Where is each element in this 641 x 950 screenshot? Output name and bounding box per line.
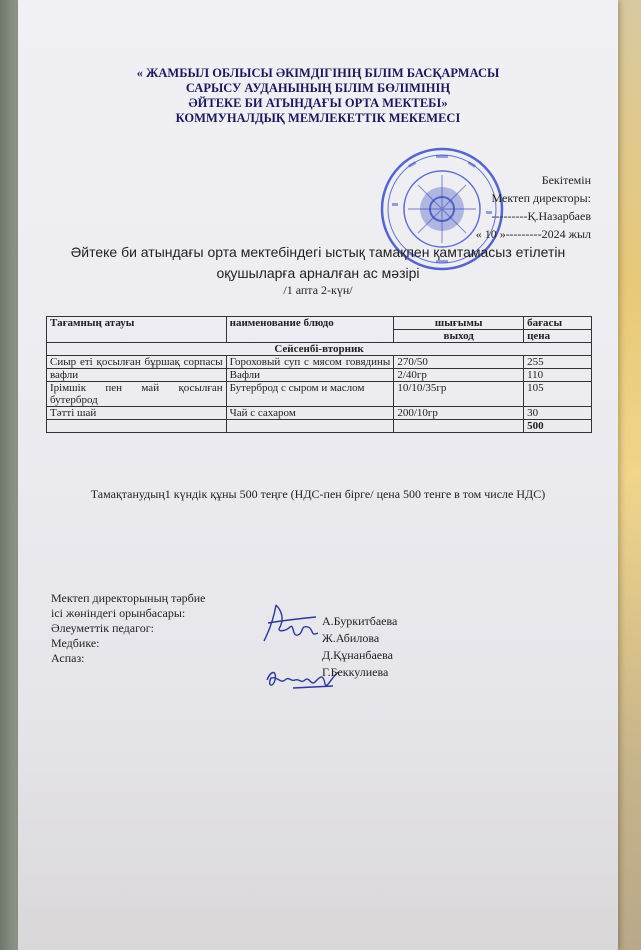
- row-name-ru: Бутерброд с сыром и маслом: [226, 382, 394, 407]
- total-price: 500: [524, 420, 592, 433]
- document-page: [18, 0, 618, 950]
- role-line: Әлеуметтік педагог:: [51, 621, 154, 635]
- document-subtitle: /1 апта 2-күн/: [283, 283, 353, 297]
- header-line-3: ӘЙТЕКЕ БИ АТЫНДАҒЫ ОРТА МЕКТЕБІ»: [188, 96, 448, 110]
- approval-block: [476, 171, 591, 243]
- header-yield-ru: выход: [394, 330, 524, 343]
- signature-roles: [51, 591, 206, 666]
- daily-cost-note: Тамақтанудың1 күндік құны 500 теңге (НДС-пен бірге/ цена 500 тенге в том числе НДС): [90, 487, 546, 501]
- row-0-kz: Сиыр еті қосылған бұршақ сорпасы: [50, 356, 223, 368]
- table-day-row: [47, 343, 592, 356]
- total-empty-3: [394, 420, 524, 433]
- total-empty-2: [226, 420, 394, 433]
- approval-line-4: « 10 »---------2024 жыл: [475, 227, 591, 241]
- row-yield: 10/10/35гр: [394, 382, 524, 407]
- day-label: Сейсенбі-вторник: [47, 343, 592, 356]
- approval-line-2: Мектеп директоры:: [491, 191, 591, 205]
- handwritten-signature-icon: [256, 597, 326, 649]
- approval-line-3: ---------Қ.Назарбаев: [491, 209, 591, 223]
- row-name-kz: [47, 356, 227, 369]
- role-line: Аспаз:: [51, 651, 85, 665]
- role-line: ісі жөніндегі орынбасары:: [51, 606, 186, 620]
- organization-header: [18, 66, 618, 126]
- header-price-kz: бағасы: [524, 317, 592, 330]
- signature-names: [322, 613, 397, 681]
- menu-table: [46, 316, 592, 433]
- row-name-kz: вафли: [47, 369, 227, 382]
- row-price: 30: [524, 407, 592, 420]
- row-yield: 2/40гр: [394, 369, 524, 382]
- row-name-ru: [226, 356, 394, 369]
- total-empty-1: [47, 420, 227, 433]
- row-price: 255: [524, 356, 592, 369]
- header-name-ru: наименование блюдо: [226, 317, 394, 343]
- row-2-kz: Ірімшік пен май қосылған бутерброд: [50, 382, 223, 406]
- header-line-4: КОММУНАЛДЫҚ МЕМЛЕКЕТТІК МЕКЕМЕСІ: [175, 111, 461, 125]
- row-0-ru: Гороховый суп с мясом говядины: [229, 356, 391, 368]
- title-line-1: Әйтеке би атындағы орта мектебіндегі ыстық тамақпен қамтамасыз етілетін: [70, 244, 566, 260]
- header-name-kz: Тағамның атауы: [47, 317, 227, 343]
- name-line: Д.Құнанбаева: [322, 648, 393, 662]
- table-header-row: [47, 317, 592, 330]
- approval-line-1: Бекітемін: [541, 173, 591, 187]
- row-price: 105: [524, 382, 592, 407]
- row-name-kz: [47, 382, 227, 407]
- row-name-kz: Тәтті шай: [47, 407, 227, 420]
- name-line: Г.Беккулиева: [322, 665, 389, 679]
- row-yield: 270/50: [394, 356, 524, 369]
- role-line: Мектеп директорының тәрбие: [51, 591, 206, 605]
- row-yield: 200/10гр: [394, 407, 524, 420]
- table-total-row: [47, 420, 592, 433]
- table-row: [47, 369, 592, 382]
- header-yield-kz: шығымы: [394, 317, 524, 330]
- row-name-ru: Вафли: [226, 369, 394, 382]
- name-line: Ж.Абилова: [322, 631, 380, 645]
- header-line-1: « ЖАМБЫЛ ОБЛЫСЫ ӘКІМДІГІНІҢ БІЛІМ БАСҚАРМАСЫ: [136, 66, 500, 80]
- title-line-2: оқушыларға арналған ас мәзірі: [216, 265, 420, 281]
- table-row: [47, 407, 592, 420]
- document-title: [18, 242, 618, 284]
- header-price-ru: цена: [524, 330, 592, 343]
- row-price: 110: [524, 369, 592, 382]
- table-row: [47, 382, 592, 407]
- role-line: Медбике:: [51, 636, 100, 650]
- row-name-ru: Чай с сахаром: [226, 407, 394, 420]
- header-line-2: САРЫСУ АУДАНЫНЫҢ БІЛІМ БӨЛІМІНІҢ: [185, 81, 451, 95]
- name-line: А.Буркитбаева: [322, 614, 398, 628]
- table-row: [47, 356, 592, 369]
